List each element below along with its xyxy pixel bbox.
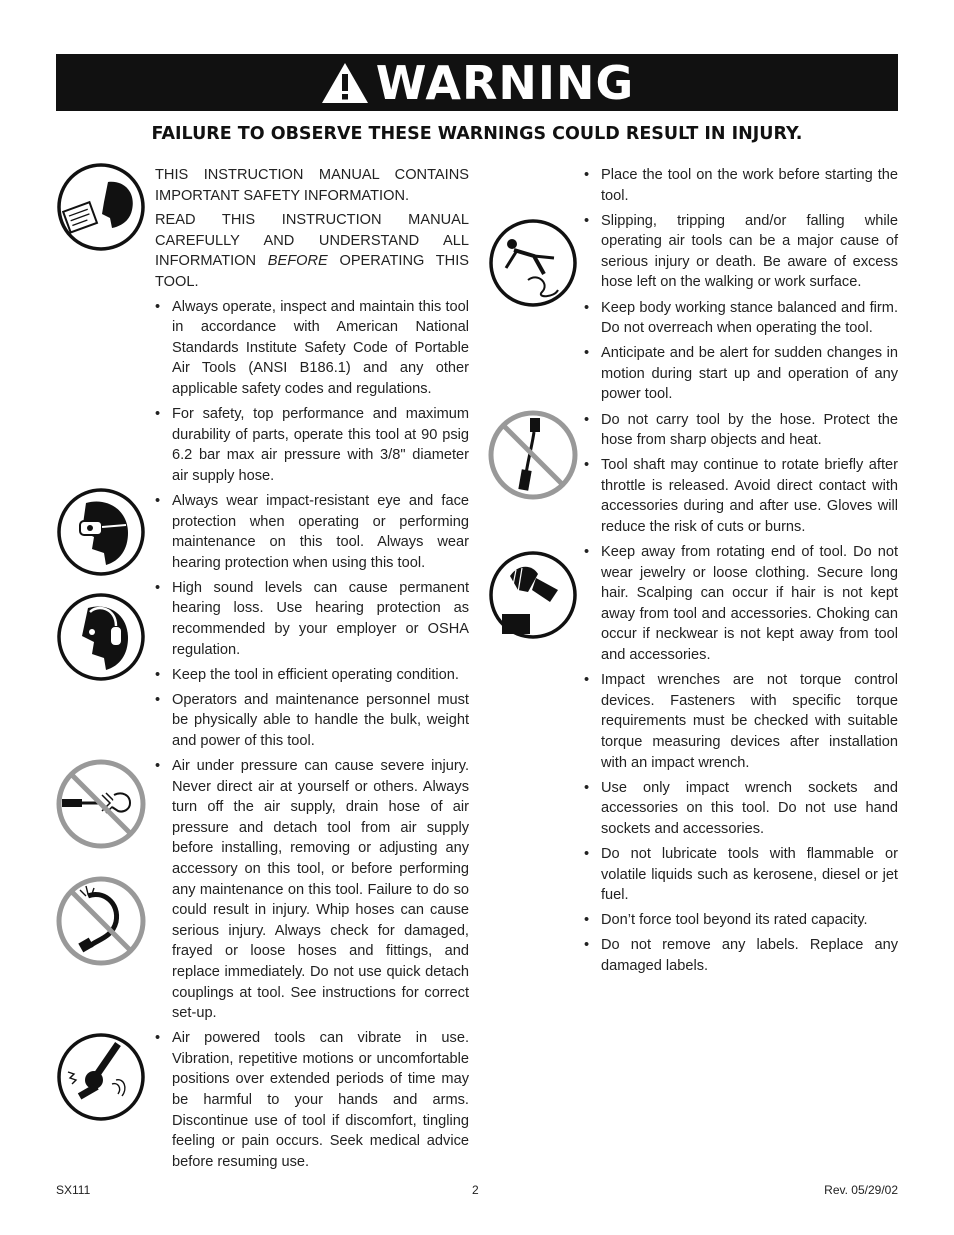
right-bullet-7: • Keep away from rotating end of tool. Do not wear jewelry or loose clothing. Secure long hair. Scalping can occur if hair is not kept away from tool and accessories. Choking can occur if neckwear is not kept away from tool and accessories.	[584, 542, 898, 666]
intro-line-1: THIS INSTRUCTION MANUAL CONTAINS IMPORTANT SAFETY INFORMATION.	[155, 167, 469, 204]
warning-triangle-icon	[320, 61, 370, 105]
no-carry-by-hose-icon	[488, 410, 578, 500]
right-column	[584, 165, 898, 981]
right-bullet-8: • Impact wrenches are not torque control devices. Fasteners with specific torque requirements must be checked with suitable torque measuring devices after installation with an impact wrench.	[584, 670, 898, 773]
whip-hose-icon	[56, 876, 146, 966]
footer-revision: Rev. 05/29/02	[824, 1183, 898, 1197]
no-air-at-body-icon	[56, 759, 146, 849]
right-bullet-4: • Anticipate and be alert for sudden changes in motion during start up and operation of any power tool.	[584, 343, 898, 405]
intro-line-2	[155, 210, 469, 292]
left-bullet-4: • High sound levels can cause permanent hearing loss. Use hearing protection as recommended by your employer or OSHA regulation.	[155, 578, 469, 660]
intro-line-2-b: OPERATING THIS TOOL.	[155, 253, 469, 290]
left-bullet-3: • Always wear impact-resistant eye and face protection when operating or performing maintenance on this tool. Always wear hearing protection when using this tool.	[155, 491, 469, 573]
right-bullet-9: • Use only impact wrench sockets and accessories on this tool. Do not use hand sockets and accessories.	[584, 778, 898, 840]
right-bullet-6: • Tool shaft may continue to rotate briefly after throttle is released. Avoid direct contact with accessories during and after use. Gloves will reduce the risk of cuts or burns.	[584, 455, 898, 537]
slip-trip-icon	[488, 218, 578, 308]
right-bullet-3: • Keep body working stance balanced and firm. Do not overreach when operating the tool.	[584, 298, 898, 339]
eye-protection-icon	[56, 487, 146, 577]
left-bullet-1: • Always operate, inspect and maintain this tool in accordance with American National Standards Institute Safety Code of Portable Air Tools (ANSI B186.1) and any other applicable safety codes and regulations.	[155, 297, 469, 400]
left-bullet-6: • Operators and maintenance personnel must be physically able to handle the bulk, weight and power of this tool.	[155, 690, 469, 752]
warning-banner	[56, 54, 898, 111]
intro-line-2-emphasis: BEFORE	[267, 253, 328, 270]
hearing-protection-icon	[56, 592, 146, 682]
footer-page-number: 2	[472, 1183, 479, 1197]
right-bullet-1: • Place the tool on the work before starting the tool.	[584, 165, 898, 206]
intro-line-2-a: READ THIS INSTRUCTION MANUAL CAREFULLY AND UNDERSTAND ALL INFORMATION	[155, 212, 469, 270]
warning-banner-content	[320, 55, 635, 110]
right-bullet-10: • Do not lubricate tools with flammable or volatile liquids such as kerosene, diesel or jet fuel.	[584, 844, 898, 906]
footer-model: SX111	[56, 1183, 91, 1197]
left-bullet-2: • For safety, top performance and maximum durability of parts, operate this tool at 90 psig 6.2 bar max air pressure with 3/8" diameter air supply hose.	[155, 404, 469, 486]
vibration-icon	[56, 1032, 146, 1122]
warning-title: WARNING	[375, 55, 635, 110]
read-manual-icon	[56, 162, 146, 252]
right-bullet-2: • Slipping, tripping and/or falling while operating air tools can be a major cause of serious injury or death. Be aware of excess hose left on the walking or work surface.	[584, 211, 898, 293]
right-bullet-5: • Do not carry tool by the hose. Protect the hose from sharp objects and heat.	[584, 410, 898, 451]
entanglement-icon	[488, 550, 578, 640]
left-bullet-8: • Air powered tools can vibrate in use. Vibration, repetitive motions or uncomfortable positions over extended periods of time may be harmful to your hands and arms. Discontinue use of tool if discomfort, tingling feeling or pain occurs. Seek medical advice before resuming use.	[155, 1028, 469, 1172]
right-bullet-11: • Don’t force tool beyond its rated capacity.	[584, 910, 898, 931]
left-column	[155, 165, 469, 1177]
left-bullet-5: • Keep the tool in efficient operating condition.	[155, 665, 469, 686]
page-subtitle: FAILURE TO OBSERVE THESE WARNINGS COULD RESULT IN INJURY.	[151, 124, 803, 144]
right-bullet-12: • Do not remove any labels. Replace any damaged labels.	[584, 935, 898, 976]
left-bullet-7: • Air under pressure can cause severe injury. Never direct air at yourself or others. Always turn off the air supply, drain hose of air pressure and detach tool from air supply before installing, removing or adjusting any accessory on this tool, or before performing any maintenance on this tool. Failure to do so could result in injury. Whip hoses can cause serious injury. Always check for damaged, frayed or loose hoses and fittings, and replace immediately. Do not use quick detach couplings at tool. See instructions for correct set-up.	[155, 756, 469, 1024]
